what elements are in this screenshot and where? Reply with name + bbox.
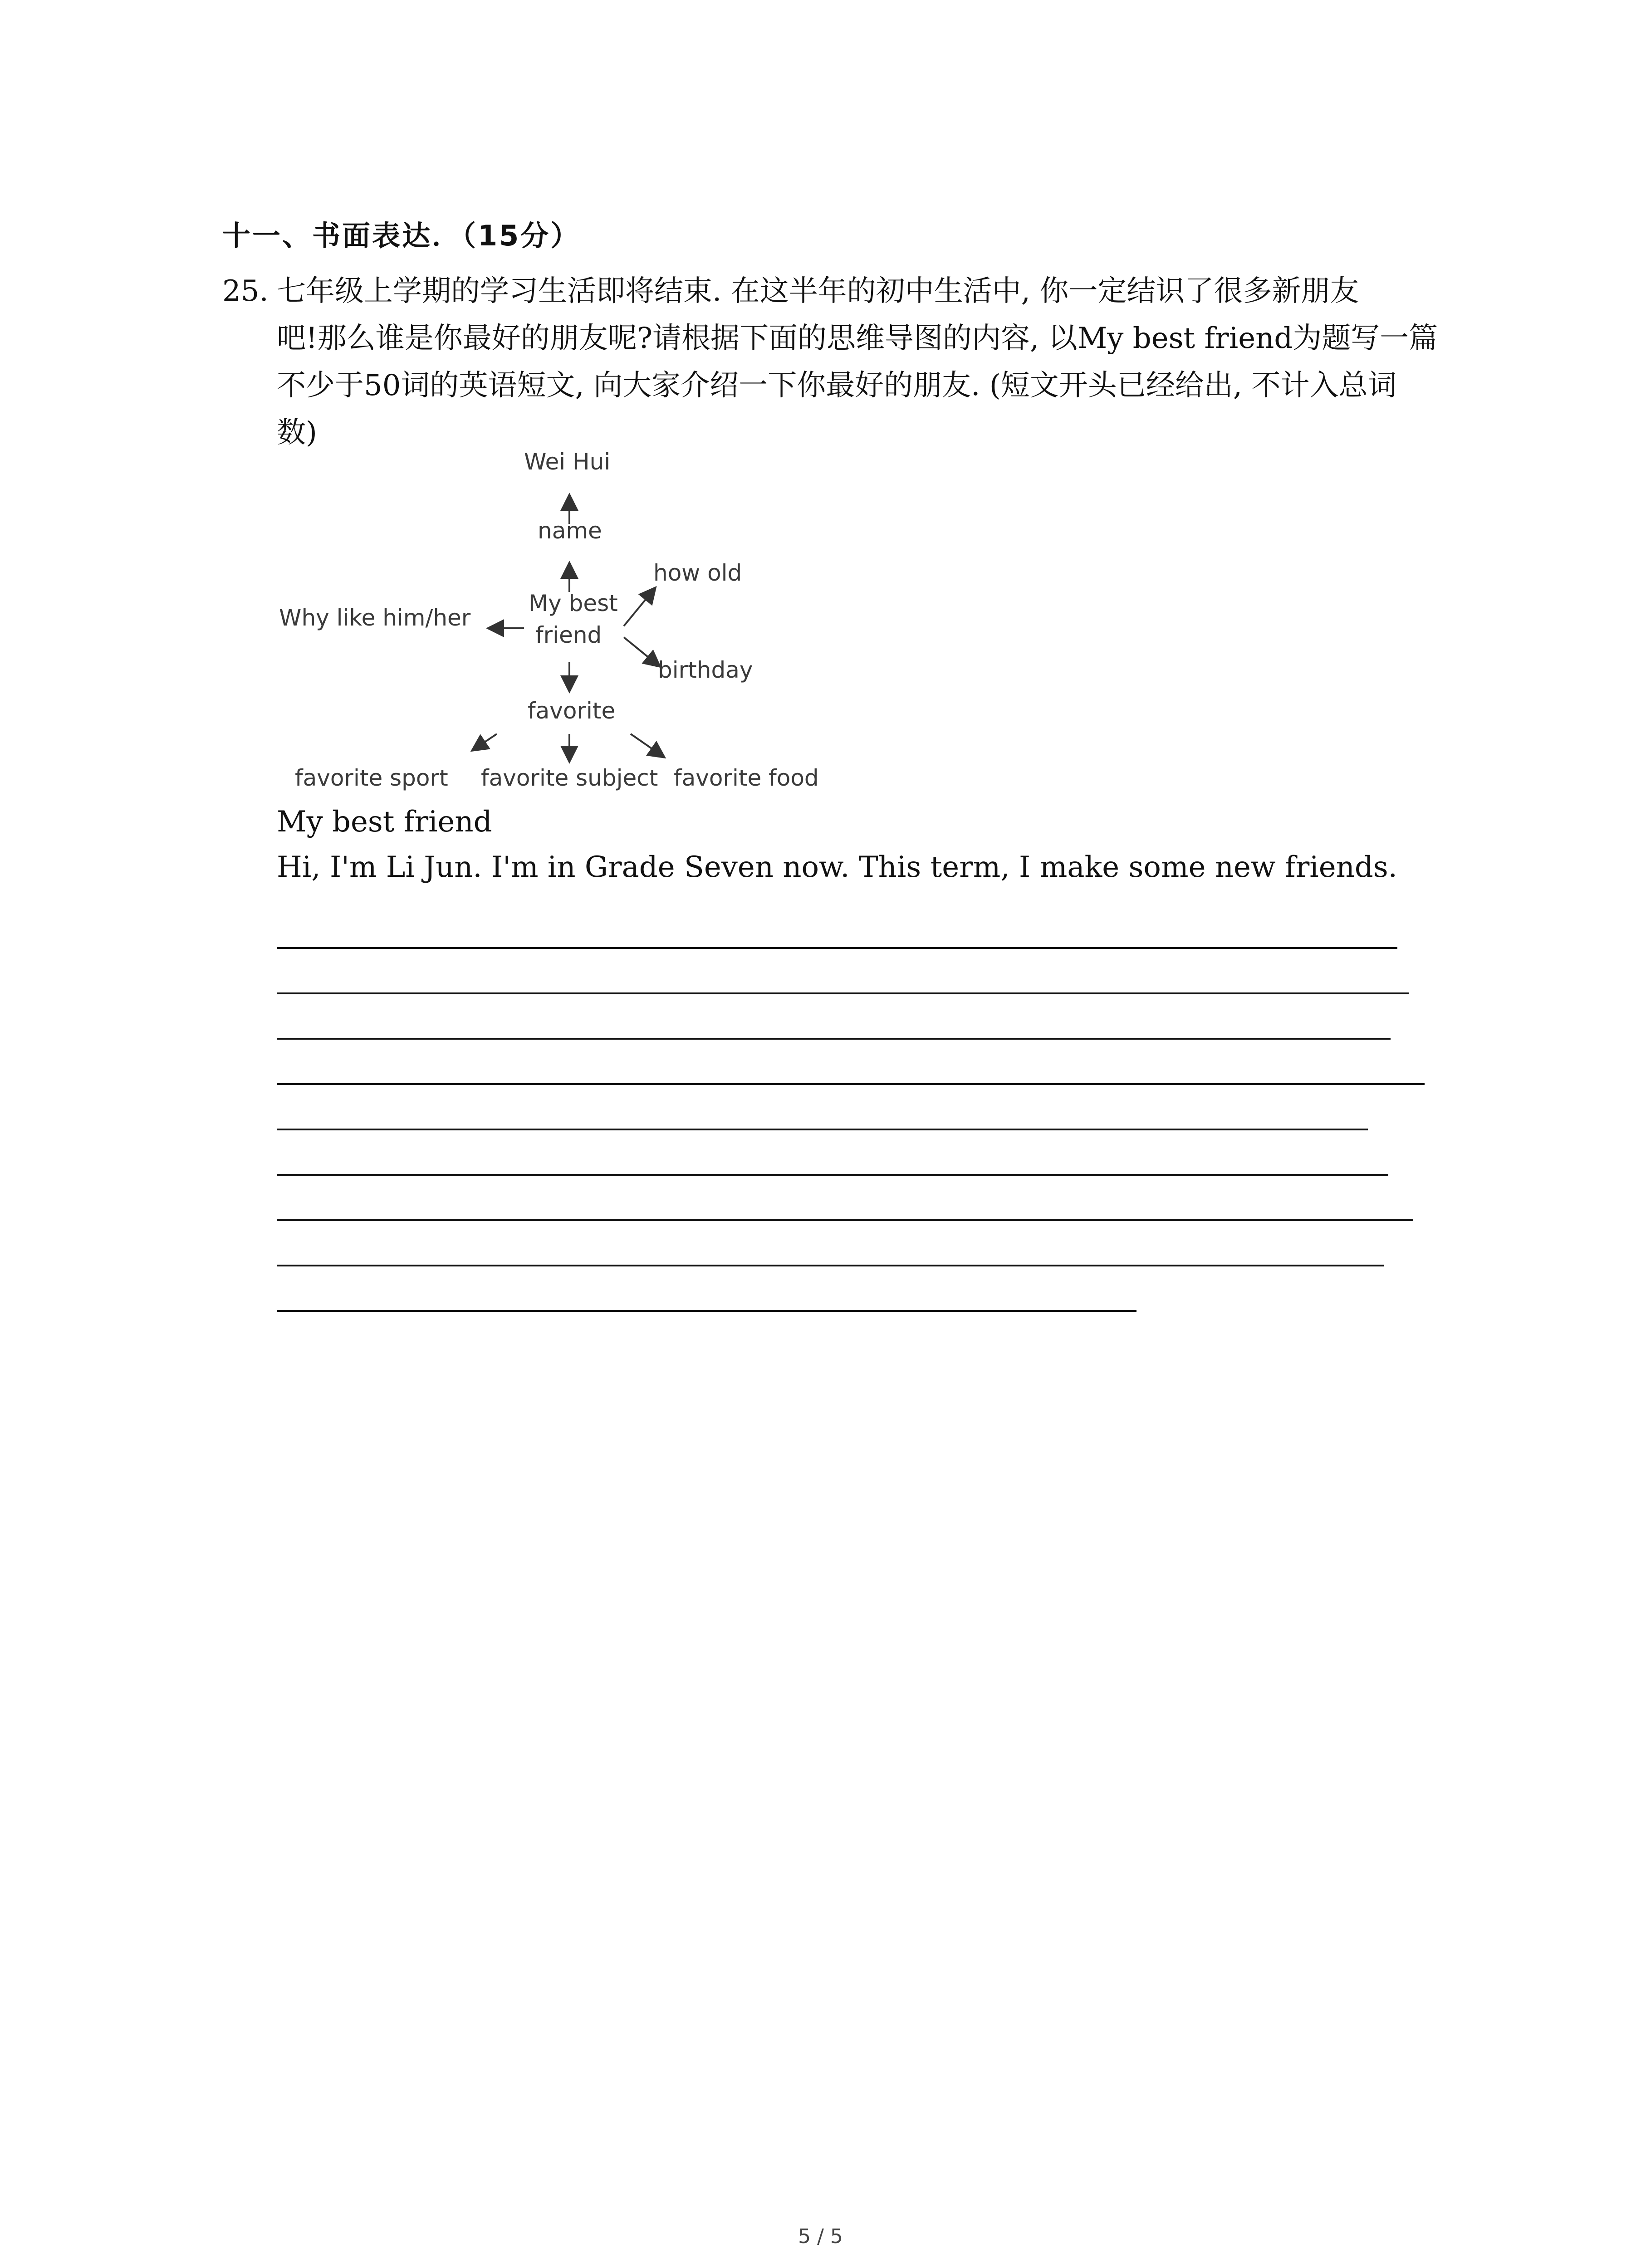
center-label-line1: My best: [529, 590, 618, 616]
question-line-1: [222, 268, 1447, 315]
how-old-label: how old: [653, 560, 742, 586]
center-label-line2: friend: [535, 622, 602, 648]
name-label: name: [538, 518, 602, 544]
favorite-food-label: favorite food: [674, 765, 819, 791]
favorite-subject-label: favorite subject: [481, 765, 658, 791]
mind-map: [272, 445, 844, 807]
favorite-label: favorite: [528, 698, 616, 724]
name-value-label: Wei Hui: [524, 449, 611, 475]
answer-line[interactable]: [277, 1265, 1384, 1266]
page-number: 5 / 5: [798, 2225, 843, 2248]
answer-line[interactable]: [277, 1174, 1388, 1176]
arrow-to-birthday: [624, 637, 660, 667]
answer-line[interactable]: [277, 1129, 1368, 1130]
question-number: 25.: [222, 274, 269, 308]
answer-line[interactable]: [277, 1038, 1391, 1040]
answer-line[interactable]: [277, 992, 1409, 994]
arrow-to-favorite-food: [631, 734, 665, 758]
why-like-label: Why like him/her: [279, 605, 471, 631]
essay-title: My best friend: [277, 805, 492, 839]
birthday-label: birthday: [658, 657, 753, 683]
question-line-2: 吧!那么谁是你最好的朋友呢?请根据下面的思维导图的内容, 以My best friend为题写一篇: [277, 322, 1438, 355]
answer-line[interactable]: [277, 947, 1397, 949]
favorite-sport-label: favorite sport: [295, 765, 448, 791]
question-25: [222, 268, 1447, 456]
answer-line[interactable]: [277, 1219, 1413, 1221]
essay-opening: Hi, I'm Li Jun. I'm in Grade Seven now. This term, I make some new friends.: [277, 850, 1397, 884]
arrow-to-favorite-sport: [472, 734, 497, 751]
section-title: 十一、书面表达．（15分）: [222, 219, 581, 252]
question-text-1: 七年级上学期的学习生活即将结束. 在这半年的初中生活中, 你一定结识了很多新朋友: [277, 274, 1359, 308]
question-line-4: 数): [277, 416, 317, 450]
answer-line[interactable]: [277, 1310, 1136, 1312]
arrow-to-how-old: [624, 587, 656, 626]
answer-line[interactable]: [277, 1083, 1425, 1085]
question-line-3: 不少于50词的英语短文, 向大家介绍一下你最好的朋友. (短文开头已经给出, 不计入总词: [277, 369, 1397, 402]
